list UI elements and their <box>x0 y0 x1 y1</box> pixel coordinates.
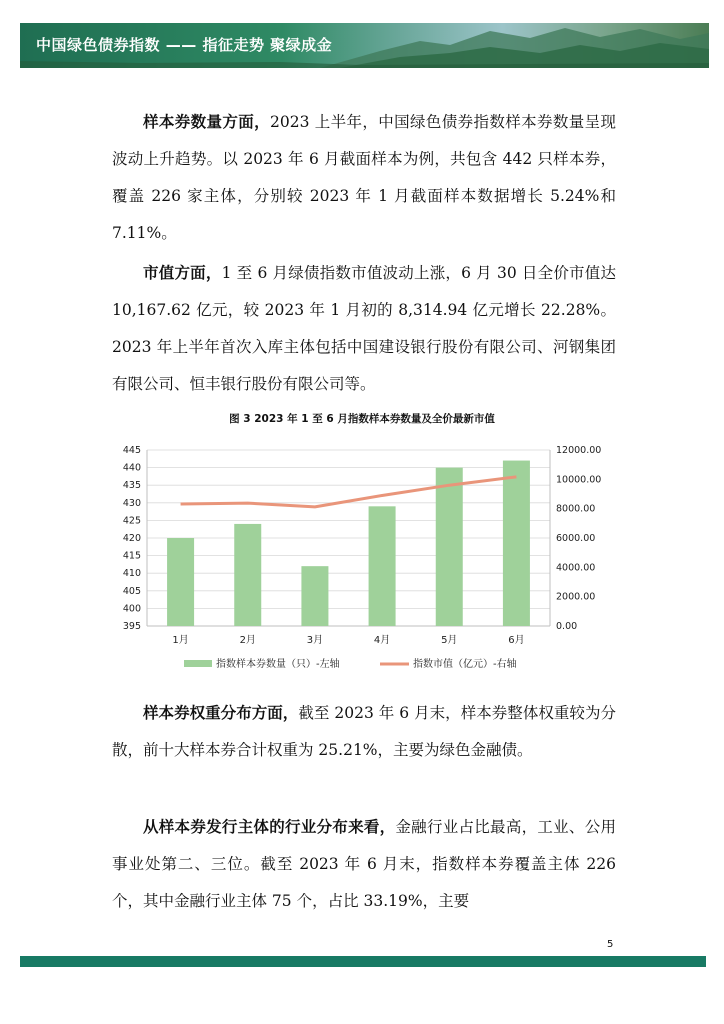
paragraph-sample-count <box>112 104 616 252</box>
paragraph-market-value <box>112 255 616 403</box>
x-tick-label: 1月 <box>172 635 189 646</box>
paragraph-body: 1 至 6 月绿债指数市值波动上涨，6 月 30 日全价市值达 10,167.62 亿元，较 2023 年 1 月初的 8,314.94 亿元增长 22.28%。2023 年上半年首次入库主体包括中国建设银行股份有限公司、河钢集团有限公司、恒丰银行股份有限公司等。 <box>112 264 616 393</box>
bar-2 <box>234 524 261 626</box>
paragraph-weight-distribution <box>112 695 616 769</box>
y-left-tick-label: 440 <box>122 462 141 474</box>
y-left-tick-label: 395 <box>122 621 141 632</box>
page-number: 5 <box>607 939 614 950</box>
y-right-tick-label: 4000.00 <box>556 562 596 574</box>
y-left-tick-label: 410 <box>122 568 141 580</box>
paragraph-lead: 从样本券发行主体的行业分布来看， <box>143 818 396 836</box>
y-left-tick-label: 420 <box>122 533 141 544</box>
paragraph-body: 截至 2023 年 6 月末，样本券整体权重较为分散，前十大样本券合计权重为 25.21%，主要为绿色金融债。 <box>112 704 616 759</box>
x-tick-label: 2月 <box>239 635 256 646</box>
y-right-tick-label: 0.00 <box>556 621 578 632</box>
y-right-tick-label: 8000.00 <box>556 503 596 515</box>
paragraph-lead: 市值方面， <box>143 264 222 282</box>
bar-1 <box>167 538 194 626</box>
bar-6 <box>503 461 530 626</box>
y-left-tick-label: 425 <box>122 515 141 527</box>
x-tick-label: 4月 <box>373 635 391 646</box>
paragraph-body: 金融行业占比最高，工业、公用事业处第二、三位。截至 2023 年 6 月末，指数样本券覆盖主体 226 个，其中金融行业主体 75 个，占比 33.19%，主要 <box>112 818 616 910</box>
y-left-tick-label: 400 <box>122 603 141 615</box>
y-left-tick-label: 430 <box>122 497 141 509</box>
y-right-tick-label: 2000.00 <box>556 591 596 603</box>
header-banner <box>20 23 709 68</box>
y-left-tick-label: 445 <box>122 445 141 456</box>
y-right-tick-label: 12000.00 <box>556 445 602 456</box>
x-tick-label: 6月 <box>508 635 525 646</box>
paragraph-lead: 样本券数量方面， <box>143 113 270 131</box>
bar-3 <box>301 566 328 626</box>
y-left-tick-label: 435 <box>122 480 141 492</box>
header-title: 中国绿色债券指数 —— 指征走势 聚绿成金 <box>36 36 333 54</box>
y-left-tick-label: 405 <box>122 585 141 597</box>
footer-bar <box>20 956 706 967</box>
y-left-tick-label: 415 <box>122 550 141 562</box>
figure-caption: 图 3 2023 年 1 至 6 月指数样本券数量及全价最新市值 <box>229 413 495 425</box>
x-tick-label: 3月 <box>306 635 324 646</box>
paragraph-industry-distribution <box>112 809 616 920</box>
legend-swatch-bar <box>184 660 212 667</box>
x-tick-label: 5月 <box>441 635 458 646</box>
bar-5 <box>436 468 463 626</box>
paragraph-body: 2023 上半年，中国绿色债券指数样本券数量呈现波动上升趋势。以 2023 年 6 月截面样本为例，共包含 442 只样本券，覆盖 226 家主体，分别较 2023 年 1 月截面样本数据增长 5.24%和 7.11%。 <box>112 113 616 242</box>
legend-label-line: 指数市值（亿元）-右轴 <box>413 659 517 670</box>
legend-label-bar: 指数样本券数量（只）-左轴 <box>216 659 340 670</box>
y-right-tick-label: 6000.00 <box>556 533 596 544</box>
sample-count-market-value-chart <box>105 436 625 680</box>
bar-4 <box>369 506 396 626</box>
y-right-tick-label: 10000.00 <box>556 474 602 486</box>
paragraph-lead: 样本券权重分布方面， <box>143 704 299 722</box>
